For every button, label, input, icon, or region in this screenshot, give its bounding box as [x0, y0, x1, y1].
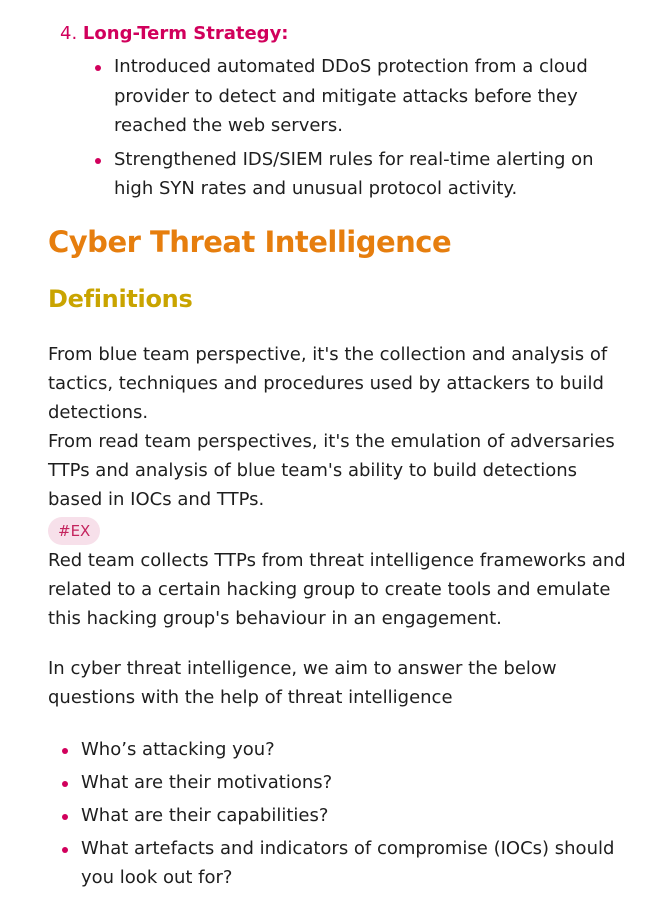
- list-item: [59, 801, 619, 830]
- paragraph-blue-team: From blue team perspective, it's the collection and analysis of tactics, techniques and procedures used by attackers to build detections.: [48, 344, 608, 423]
- strategy-bullet-list: [92, 52, 632, 208]
- questions-bullet-list: [59, 735, 619, 896]
- list-item: [59, 834, 619, 892]
- section-heading: Cyber Threat Intelligence: [48, 225, 452, 259]
- bullet-icon: [62, 847, 68, 853]
- list-number: 4.: [60, 23, 78, 44]
- list-item-text: Introduced automated DDoS protection from a cloud provider to detect and mitigate attacks before they reached the web servers.: [114, 56, 588, 136]
- list-item-title: Long-Term Strategy:: [82, 23, 289, 44]
- bullet-icon: [95, 158, 101, 164]
- list-item: [92, 52, 632, 141]
- paragraph-red-team: From read team perspectives, it's the emulation of adversaries TTPs and analysis of blue team's ability to build detections based in IOCs and TTPs.: [48, 431, 615, 510]
- list-item-text: Who’s attacking you?: [81, 739, 275, 760]
- subsection-heading: Definitions: [48, 285, 193, 313]
- bullet-icon: [62, 781, 68, 787]
- ordered-list-item-4: [60, 22, 289, 46]
- paragraph-example: Red team collects TTPs from threat intelligence frameworks and related to a certain hacking group to create tools and emulate this hacking group's behaviour in an engagement.: [48, 550, 626, 629]
- bullet-icon: [95, 65, 101, 71]
- list-item: [59, 735, 619, 764]
- bullet-icon: [62, 748, 68, 754]
- list-item-text: What are their motivations?: [81, 772, 333, 793]
- list-item: [92, 145, 632, 204]
- hashtag-link[interactable]: #EX: [48, 517, 100, 545]
- list-item-text: What artefacts and indicators of compromise (IOCs) should you look out for?: [81, 838, 615, 888]
- list-item: [59, 768, 619, 797]
- paragraph-questions-intro: In cyber threat intelligence, we aim to answer the below questions with the help of threat intelligence: [48, 658, 557, 708]
- bullet-icon: [62, 814, 68, 820]
- list-item-text: What are their capabilities?: [81, 805, 329, 826]
- list-item-text: Strengthened IDS/SIEM rules for real-time alerting on high SYN rates and unusual protocol activity.: [114, 148, 594, 199]
